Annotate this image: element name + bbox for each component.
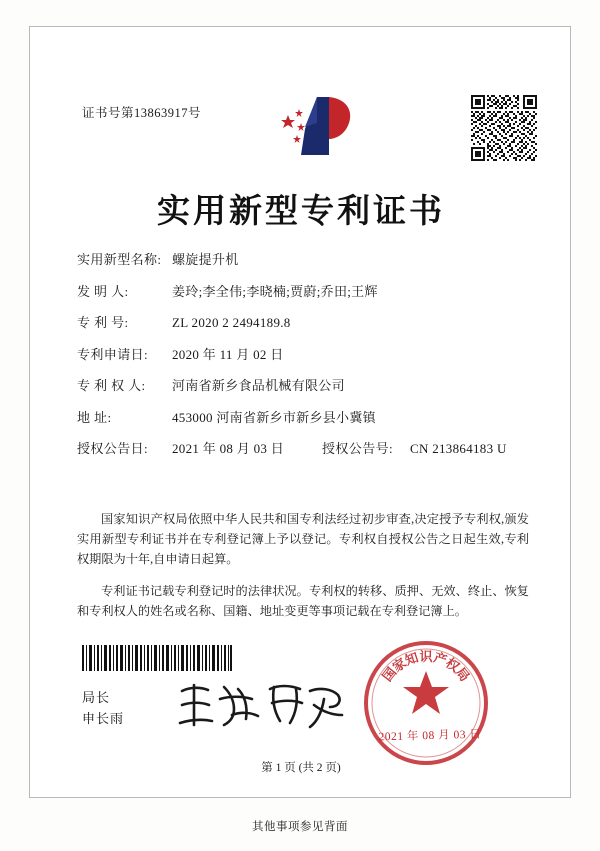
footer-note: 其他事项参见背面 (252, 821, 348, 833)
svg-text:局: 局 (451, 665, 472, 685)
patent-fields (77, 251, 527, 472)
signature-labels (82, 687, 124, 729)
director-role-label: 局长 (82, 690, 111, 705)
field-label: 专 利 号: (77, 315, 129, 330)
field-value: 姜玲;李全伟;李晓楠;贾蔚;乔田;王辉 (172, 283, 378, 299)
field-value: ZL 2020 2 2494189.8 (172, 315, 291, 330)
legal-text (77, 497, 529, 623)
paragraph-2: 专利证书记载专利登记时的法律状况。专利权的转移、质押、无效、终止、恢复和专利权人的姓名或名称、国籍、地址变更等事项记载在专利登记簿上。 (77, 584, 529, 619)
svg-text:知: 知 (403, 650, 421, 669)
field-label: 专利申请日: (77, 346, 149, 362)
svg-text:家: 家 (390, 655, 410, 676)
svg-text:产: 产 (431, 650, 449, 669)
field-value: 2021 年 08 月 03 日 (172, 441, 285, 456)
field-label: 发 明 人: (77, 283, 129, 299)
field-row-name (77, 251, 527, 269)
director-name-label: 申长雨 (82, 711, 125, 726)
svg-text:识: 识 (419, 650, 433, 665)
cnipa-logo-icon (271, 93, 357, 165)
certificate-number: 证书号第13863917号 (82, 106, 202, 120)
field-row-patent-number (77, 314, 527, 332)
page-number: 第 1 页 (共 2 页) (261, 762, 341, 774)
field-row-application-date (77, 346, 527, 364)
field-row-announcement (77, 440, 527, 458)
field-row-patentee (77, 377, 527, 395)
barcode (82, 645, 232, 671)
certificate-content (30, 27, 570, 797)
handwritten-signature (174, 675, 349, 735)
field-label: 专 利 权 人: (77, 378, 146, 393)
seal-date: 2021 年 08 月 03 日 (378, 728, 482, 744)
announcement-number-group (322, 440, 507, 458)
svg-text:国: 国 (380, 665, 401, 685)
field-value: 河南省新乡食品机械有限公司 (172, 378, 345, 393)
field-row-address (77, 409, 527, 427)
paragraph-1: 国家知识产权局依照中华人民共和国专利法经过初步审查,决定授予专利权,颁发实用新型专利证书并在专利登记簿上予以登记。专利权自授权公告之日起生效,专利权期限为十年,自申请日起算。 (77, 512, 529, 567)
svg-text:权: 权 (442, 655, 462, 676)
official-seal (352, 629, 500, 777)
field-value: 螺旋提升机 (172, 252, 239, 267)
field-row-inventors (77, 283, 527, 301)
field-label: 授权公告号: (322, 441, 394, 456)
field-label: 地 址: (77, 409, 112, 425)
field-label: 授权公告日: (77, 441, 149, 456)
certificate-border (29, 26, 571, 798)
announcement-date-group (77, 440, 322, 458)
field-value: CN 213864183 U (410, 441, 507, 456)
qr-code (471, 95, 537, 161)
page-title: 实用新型专利证书 (157, 191, 445, 230)
field-value: 453000 河南省新乡市新乡县小冀镇 (172, 409, 376, 425)
field-value: 2020 年 11 月 02 日 (172, 346, 284, 362)
field-label: 实用新型名称: (77, 252, 162, 267)
